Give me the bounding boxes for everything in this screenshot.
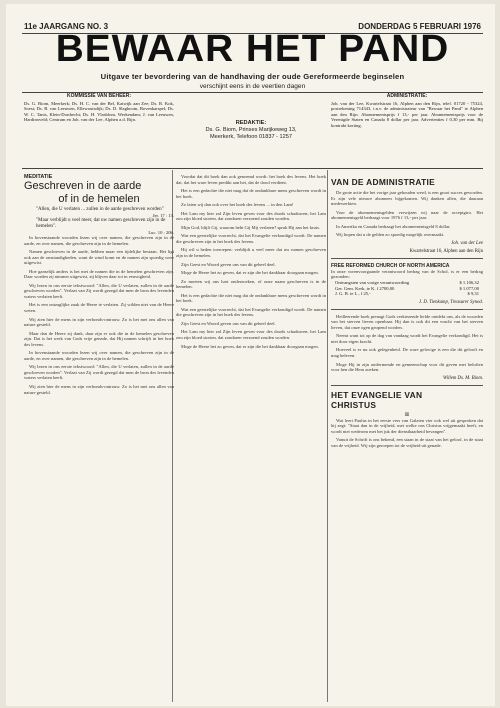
header-bottom-rule — [22, 168, 483, 169]
commissie-box — [24, 94, 174, 123]
administratie-signature: Joh. van der Lee — [451, 240, 483, 246]
column-2-paragraph: Zo laten wij dan ook over het boek des levens ... in den Lam! — [181, 202, 294, 208]
column-2-paragraph: Het Lam my hier zal Zijn leven geven voor des doods schaduwen; het Lam zou zijn bloed storten, dat zondaren verzoend zouden worden. — [176, 329, 326, 341]
administratie-paragraph: De grote actie die het vorige jaar gehouden werd, is een groot succes geworden. Er zijn vele nieuwe abonnees bijgekomen. Wij danken allen, die daaraan medewerkten. — [331, 190, 483, 207]
donation-label: Ger. Gem. Kerk, te K. f 2700,00 — [335, 285, 395, 291]
meditatie-paragraph: Wij zien hier de mens in zijn verbonds-ontrouw. Zo is het met ons allen van nature gesteld. — [24, 316, 174, 328]
meditatie-paragraph: Wij lezen in ons eerste tekstwoord: "Allen, die U verlaten, zullen in de aarde geschreven worden". Verlaat van Zij wordt gezegd dat men de bron des levenden waters verlaten heeft. — [24, 364, 174, 381]
column-2-paragraph: Zijn Geest en Woord geven ons van dit geheel deel. — [181, 261, 276, 267]
free-reformed-text: In onze vorenvoorgaande verantwoord bedrag van de Schol, is er een bedrag gezonden: — [331, 268, 483, 280]
administratie-paragraph: Wij hopen dat u de gelden zo spoedig mogelijk overmaakt. — [336, 232, 445, 238]
meditatie-ref-2: Luc. 10 : 20b. — [148, 230, 174, 235]
meditatie-quote-2: "Maar verblijdt u veel meer, dat uw namen geschreven zijn in de hemelen". — [36, 218, 166, 229]
column-administratie — [331, 174, 483, 702]
column-2-paragraph: Het is een gedachte die niet mag dat de ondankbare mens geschreven wordt in het boek. — [176, 292, 326, 304]
donation-amount: $ 1.077,00 — [459, 285, 479, 291]
meditatie-paragraph: Namen geschreven in de aarde, hebben maar een tijdelijke bestaan. Het ligt ook aan de omstandigheden, want de wind komt en de namen zijn spoedig weer uitgewist. — [24, 249, 174, 266]
van-de-administratie-headline: VAN DE ADMINISTRATIE — [331, 177, 436, 187]
issue-number: 11e JAARGANG NO. 3 — [24, 21, 109, 31]
column-2-paragraph: Zijn Geest en Woord geven ons van dit geheel deel. — [181, 320, 276, 326]
masthead-subtitle: Uitgave ter bevordering van de handhaving der oude Gereformeerde beginselen — [100, 72, 405, 81]
issue-date: DONDERDAG 5 FEBRUARI 1976 — [358, 21, 481, 31]
administratie-address: Kwartelstraat 16, Alphen aan den Rijn — [409, 248, 483, 254]
column-3-paragraph: Neemt want tot op de dag van vandaag wordt het Evangelie verkondigd. Het is niet door eigen kracht. — [331, 333, 483, 344]
column-continued — [176, 174, 326, 702]
commissie-text: Ds. G. Biom, Meerkerk; Ds. H. C. van der Bel, Katwijk aan Zee; Ds. R. Kok, Soest; Ds. B. van Leeuwen, Ellewoutsdijk; Ds. D. Slagboom, Bovenkarspel; Ds. W. C. Tanis, Klein-Dordrecht; Ds. H. Vlasblom, Werkendam; J. van Leeuwen, Hardinxveld; Centrum en Joh. van der Lee, Alphen a.d. Rijn. — [24, 100, 174, 123]
donation-label: Ontvangsten van vorige verantwoording — [335, 279, 410, 285]
column-2-paragraph: Voordat dat dit boek dan ook genoemd wordt: het boek des levens. Het boek dat, dat het ware leven predikt aan het, dat de dood verdient. — [176, 174, 326, 185]
column-2-paragraph: Wat een geestelijke voorrecht, dat het Evangelie verkondigd wordt. De namen die geschreven zijn in het boek des levens. — [176, 233, 326, 244]
column-2-paragraph: Mijn God, blijft Gij, waarom hebt Gij Mij verlaten? sprak Hij aan het kruis. — [181, 224, 321, 230]
publication-frequency: verschijnt eens in de veertien dagen — [199, 83, 306, 90]
column-3-paragraph: Hoeveel is er nu ook gelegenheid. De ware gelovige is een die dit gelooft en mag beleven. — [331, 347, 483, 358]
meditatie-body — [24, 235, 174, 395]
section-rule — [331, 385, 483, 386]
column-3-paragraph: Moge Hij in zijn ontfermende en gemeenschap voor dit geven met beloften voor hen die Hem zoeken. — [331, 361, 483, 373]
section-rule — [331, 258, 483, 259]
meditatie-paragraph: Wij zien hier de mens in zijn verbonds-ontrouw. Zo is het met ons allen van nature gesteld. — [24, 384, 174, 395]
redactie-address: Ds. G. Biom, Prinses Marijkeweg 13, — [205, 127, 297, 133]
free-reformed-heading: FREE REFORMED CHURCH OF NORTH AMERICA — [331, 262, 450, 269]
administratie-paragraph: In Amerika en Canada bedraagt het abonnementsgeld 8 dollar. — [336, 223, 451, 229]
evangelie-paragraph: Vanuit de Schrift is ons bekend, een staan in de staat van het geloof, in de staat van de vrijheid. Wij zijn geroepen tot de vrijheid uit genade. — [331, 437, 483, 448]
newspaper-page — [6, 4, 495, 706]
donation-label: J. G. B. te L., f 25,- — [335, 291, 371, 297]
donation-row — [331, 291, 483, 297]
donation-amount: $ 1.106,32 — [459, 279, 479, 285]
administratie-box — [331, 94, 483, 129]
column-2-paragraph: Zo moeten wij ons hart onderzoeken, of onze naam geschreven is in de hemelen. — [176, 278, 326, 290]
evangelie-headline-2: CHRISTUS — [331, 399, 377, 410]
section-rule — [331, 309, 483, 310]
column-2-paragraph: Moge de Heere het zo geven, dat er zijn die het dankbaar doorgaan mogen. — [181, 270, 319, 276]
evangelie-paragraph: Wat leert Paulus in het eerste vers van Galaten vier ook wel uit gesproken dat hij zegt: "Staat dan in de vrijheid, met welke ons Christus vrijgemaakt heeft, en wordt niet wederom met het juk der dienstbaarheid bevangen". — [331, 417, 483, 434]
column-3-body — [331, 314, 483, 373]
commissie-heading: KOMMISSIE VAN BEHEER: — [66, 93, 132, 99]
column-divider-2 — [327, 170, 328, 702]
meditatie-paragraph: Het is een ontzaglijke zaak de Heere te verlaten. Zij wilden niet van de Heere weten. — [24, 302, 174, 314]
evangelie-body — [331, 418, 483, 449]
column-2-body — [176, 174, 326, 349]
redactie-phone: Meerkerk, Telefoon 01837 - 1257 — [210, 134, 292, 140]
administratie-heading: ADMINISTRATIE: — [386, 93, 428, 99]
administratie-body — [331, 190, 483, 238]
treasurer-signature: J. D. Tienkamp, Treasurer Synod. — [418, 299, 483, 305]
column-2-paragraph: Hij wil u heden toeroepen: verblijdt u veel meer dat uw namen geschreven zijn in de hemelen. — [176, 247, 326, 259]
column-2-paragraph: Wat een geestelijke voorrecht, dat het Evangelie verkondigd wordt. De namen die geschreven zijn in het boek des levens. — [176, 306, 326, 318]
meditatie-headline-2: of in de hemelen — [58, 193, 140, 205]
meditatie-headline-1: Geschreven in de aarde — [24, 180, 142, 192]
meditatie-label: MEDITATIE — [24, 174, 53, 180]
evangelie-headline-1: HET EVANGELIE VAN — [331, 389, 423, 400]
column-2-paragraph: Moge de Heere het zo geven, dat er zijn die het dankbaar doorgaan mogen. — [181, 343, 319, 349]
meditatie-paragraph: Maar dan de Heere zij dank, daar zijn er ook die in de hemelen geschreven zijn. Dat is het werk van Gods vrije genade, dat Hij namen schrijft in het boek des levens. — [24, 330, 174, 347]
redactie-heading: REDAKTIE: — [235, 120, 267, 126]
meditatie-paragraph: Wij lezen in ons eerste tekstwoord: "Allen, die U verlaten, zullen in de aarde geschreven worden". Verlaat van Zij wordt gezegd dat men de bron des levenden waters verlaten heeft. — [24, 282, 174, 299]
masthead-title: BEWAAR HET PAND — [55, 28, 450, 70]
column-2-paragraph: Het is een gedachte die niet mag dat de ondankbare mens geschreven wordt in het boek. — [176, 188, 326, 199]
evangelie-number: II — [405, 412, 409, 418]
administratie-paragraph: Voor de abonnementsgelden verwijzen wij naar de acceptgiro. Het abonnementsgeld bedraagt voor 1976 f 13,- per jaar. — [331, 209, 483, 221]
donation-amount: $ 9,31 — [467, 291, 479, 297]
column-3-paragraph: Heilleerende boek prenagt Gods verkiezende liefde ontdekt ons, als de woorden van het sterven lieven openbaar. Hij dan is ook dit een vrucht van het sterven lieven, dat onze ogen geopend worden. — [331, 313, 483, 330]
meditatie-quote-1: "Allen, die U verlaten ... zullen in de aarde geschreven worden" — [36, 207, 164, 212]
column-2-paragraph: Het Lam my hier zal Zijn leven geven voor des doods schaduwen; het Lam zou zijn bloed storten, dat zondaren verzoend zouden worden. — [176, 210, 326, 222]
redactie-box — [176, 120, 326, 141]
column-meditatie — [24, 174, 174, 702]
meditatie-paragraph: Hoe ganselijk anders is het met de namen die in de hemelen geschreven zijn. Daar worden zij nimmer uitgewist, zij blijven daar tot in eeuwigheid. — [24, 268, 174, 280]
meditatie-paragraph: In bovenstaande woorden lezen wij over namen, die geschreven zijn in de aarde, en over namen, die geschreven zijn in de hemelen. — [24, 350, 174, 361]
meditatie-ref-1: Jer. 17 : 13. — [152, 213, 174, 218]
column-3-signature: Willem Ds. M. Biom. — [443, 375, 483, 381]
meditatie-paragraph: In bovenstaande woorden lezen wij over namen, die geschreven zijn in de aarde, en over namen, die geschreven zijn in de hemelen. — [24, 235, 174, 246]
administratie-text: Joh. van der Lee, Kwartelstraat 16, Alphen aan den Rijn, telef. 01720 - 75324, postrekening 714343, t.n.v. de administrateur van "Bewaar het Pand" te Alphen aan den Rijn. Abonnementsprijs f 13,- per jaar. Abonnementsprijs voor de Verenigde Staten en Canada 8 dollar per jaar. Advertenties f 0,30 per mm. Bij kontrakt korting. — [331, 100, 483, 128]
